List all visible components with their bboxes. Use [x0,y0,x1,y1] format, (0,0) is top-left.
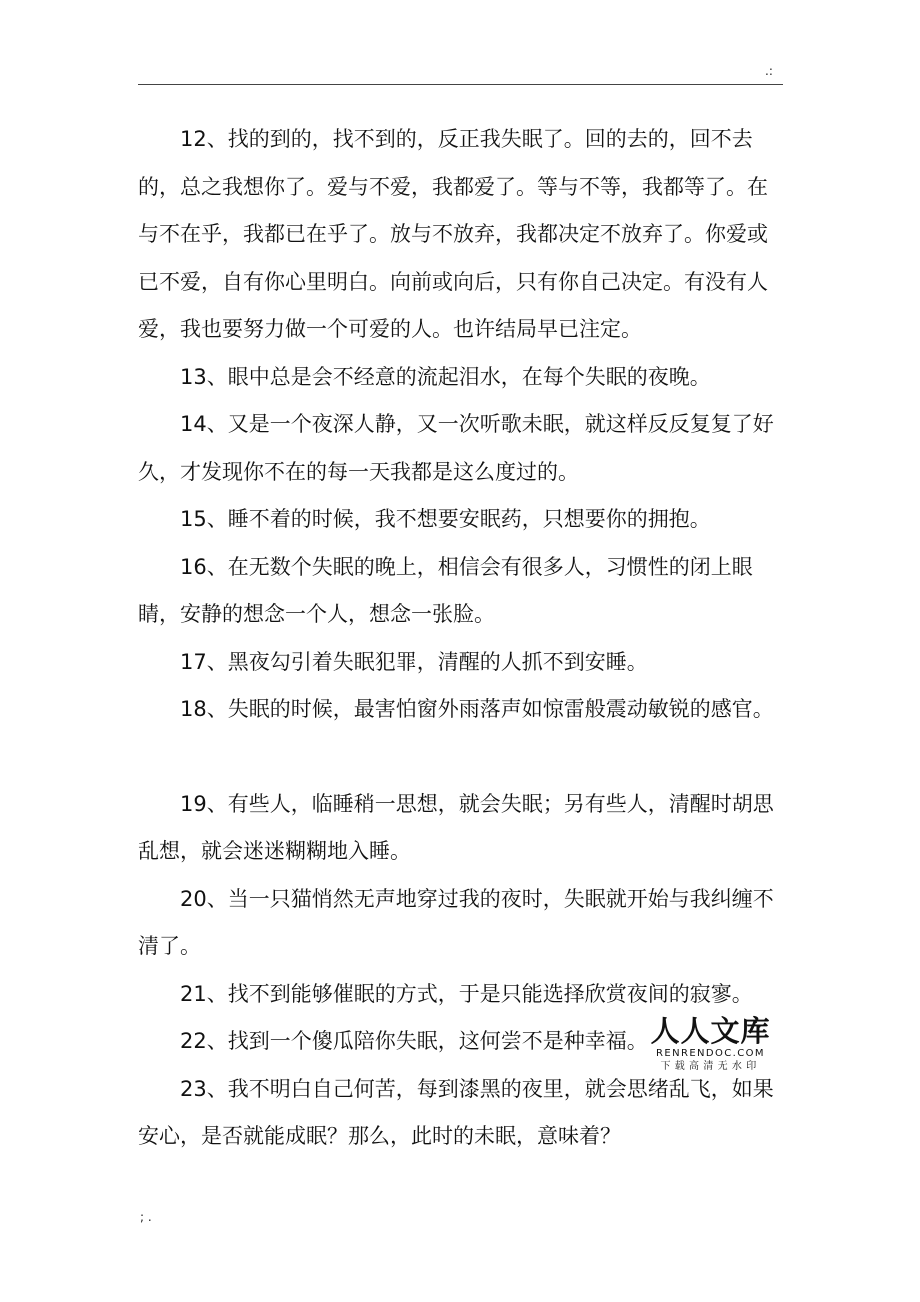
paragraph-12: 12、找的到的，找不到的，反正我失眠了。回的去的，回不去的，总之我想你了。爱与不爱，我都爱了。等与不等，我都等了。在与不在乎，我都已在乎了。放与不放弃，我都决定不放弃了。你爱或已不爱，自有你心里明白。向前或向后，只有你自己决定。有没有人爱，我也要努力做一个可爱的人。也许结局早已注定。 [138,127,768,341]
paragraph-15: 15、睡不着的时候，我不想要安眠药，只想要你的拥抱。 [180,507,711,531]
paragraph-20: 20、当一只猫悄然无声地穿过我的夜时，失眠就开始与我纠缠不清了。 [138,886,774,958]
paragraph-23: 23、我不明白自己何苦，每到漆黑的夜里，就会思绪乱飞，如果安心，是否就能成眠？那么，此时的未眠，意味着？ [138,1076,774,1148]
document-body [138,116,788,1161]
paragraph-13: 13、眼中总是会不经意的流起泪水，在每个失眠的夜晚。 [180,364,711,389]
paragraph-21: 21、找不到能够催眠的方式，于是只能选择欣赏夜间的寂寥。 [180,981,753,1006]
paragraph-14: 14、又是一个夜深人静，又一次听歌未眠，就这样反反复复了好久，才发现你不在的每一天我都是这么度过的。 [138,412,774,484]
paragraph-19: 19、有些人，临睡稍一思想，就会失眠；另有些人，清醒时胡思乱想，就会迷迷糊糊地入睡。 [138,791,774,863]
paragraph-18: 18、失眠的时候，最害怕窗外雨落声如惊雷般震动敏锐的感官。 [180,697,774,721]
header-mark: .: [765,64,773,78]
footer-mark: ; . [140,1210,152,1224]
watermark-title: 人人文库 [650,1014,771,1048]
paragraph-22: 22、找到一个傻瓜陪你失眠，这何尝不是种幸福。 [180,1029,648,1053]
watermark-subtitle: 下载高清无水印 [660,1061,761,1072]
paragraph-17: 17、黑夜勾引着失眠犯罪，清醒的人抓不到安睡。 [180,649,648,674]
header-divider [138,84,783,85]
watermark-url: RENRENDOC.COM [656,1048,765,1059]
paragraph-16: 16、在无数个失眠的晚上，相信会有很多人，习惯性的闭上眼睛，安静的想念一个人，想念一张脸。 [138,554,753,626]
renrendoc-watermark [648,1015,773,1073]
